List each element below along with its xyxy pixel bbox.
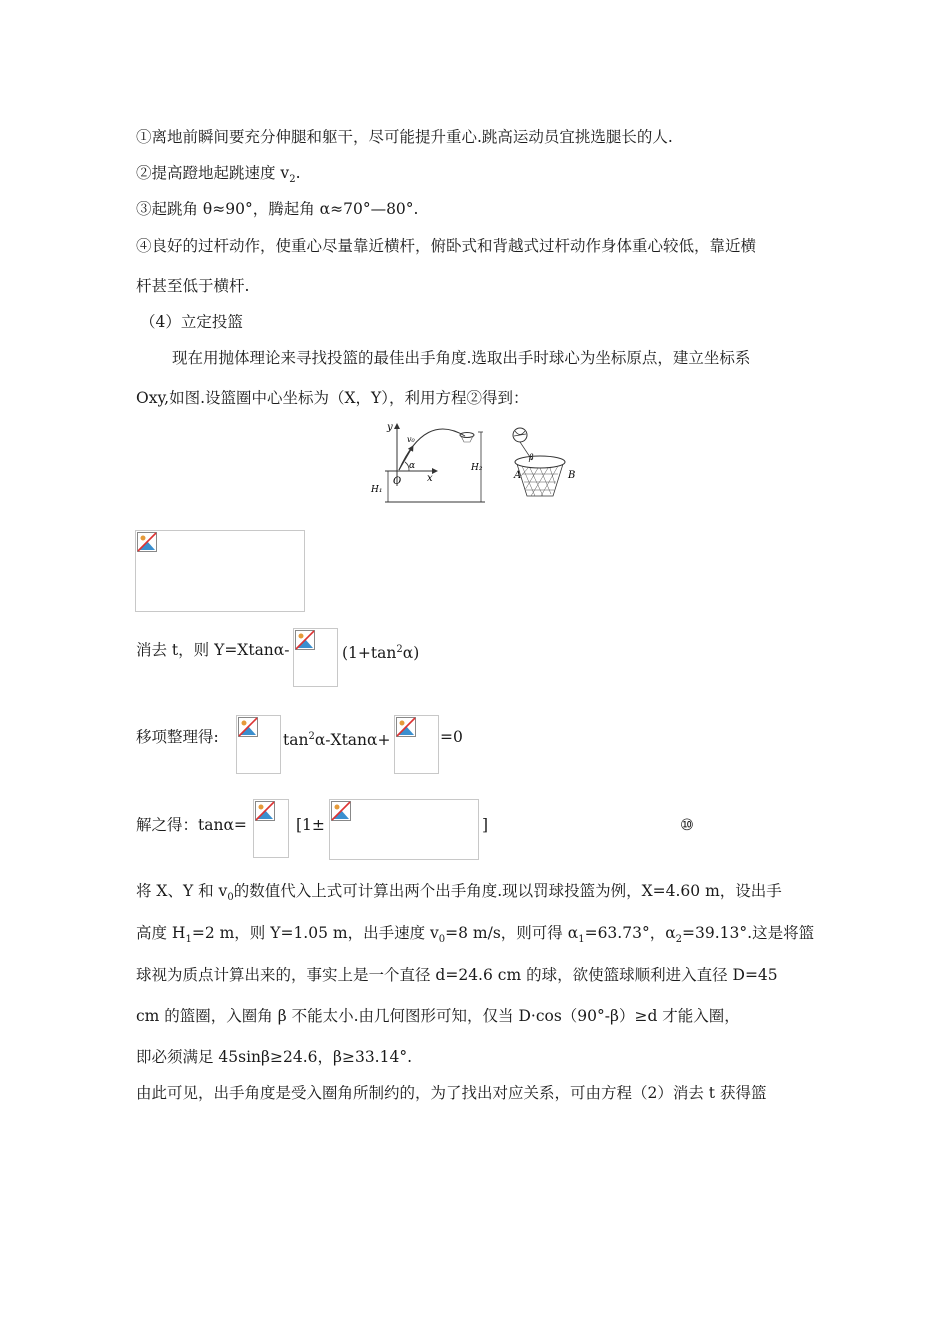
equation-number: ⑩ [680, 816, 694, 834]
point-a-label: A [514, 470, 522, 481]
p6-l1-sub: 0 [227, 892, 234, 904]
paragraph-2-sub: 2 [289, 174, 296, 186]
paragraph-7: 由此可见，出手角度是受入圈角所制约的，为了找出对应关系，可由方程（2）消去 t 获得篮 [136, 1084, 767, 1102]
paragraph-3: ③起跳角 θ≈90°，腾起角 α≈70°—80°. [136, 200, 419, 218]
broken-image-icon [137, 532, 157, 552]
h1-label: H₁ [371, 485, 383, 495]
eq3-fraction-image [253, 799, 289, 858]
eq2-sup: 2 [308, 731, 315, 742]
paragraph-6-line-5: 即必须满足 45sinβ≥24.6，β≥33.14°. [136, 1048, 413, 1066]
broken-image-icon [331, 801, 351, 821]
p6-l2-a: 高度 H [136, 924, 186, 942]
paragraph-2-text: ②提高蹬地起跳速度 v [136, 164, 290, 182]
broken-image-icon [396, 717, 416, 737]
eq1-suffix-b: α) [402, 644, 420, 663]
eq3-radical-image [329, 799, 479, 860]
p6-l1-a: 将 X、Y 和 v [136, 882, 228, 900]
origin-label: O [393, 476, 402, 487]
broken-image-icon [295, 630, 315, 650]
v0-label: v₀ [407, 435, 415, 444]
eq2-middle [283, 727, 390, 750]
p6-l2-b: =2 m，则 Y=1.05 m，出手速度 v [191, 924, 439, 942]
point-b-label: B [568, 470, 576, 481]
x-axis-label: x [427, 473, 433, 484]
y-axis-label: y [387, 422, 393, 433]
paragraph-2 [136, 163, 301, 190]
eq3-prefix: 解之得：tanα= [136, 816, 247, 834]
p6-l1-b: 的数值代入上式可计算出两个出手角度.现以罚球投篮为例，X=4.60 m，设出手 [233, 882, 782, 900]
eq2-middle-a: tan [283, 731, 309, 750]
equation-image-placeholder [135, 530, 305, 612]
eq1-prefix: 消去 t，则 Y=Xtanα- [136, 641, 290, 659]
p6-l2-sub3: 1 [578, 934, 585, 946]
eq2-suffix: =0 [440, 728, 463, 746]
broken-image-icon [255, 801, 275, 821]
paragraph-6-line-2 [136, 923, 814, 950]
eq1-fraction-image [293, 628, 338, 687]
eq2-prefix: 移项整理得: [136, 728, 219, 746]
paragraph-4-line-1: ④良好的过杆动作，使重心尽量靠近横杆，俯卧式和背越式过杆动作身体重心较低，靠近横 [136, 237, 757, 255]
p6-l2-sub1: 1 [185, 934, 192, 946]
p6-l2-c: =8 m/s，则可得 α [445, 924, 579, 942]
paragraph-4-line-2: 杆甚至低于横杆. [136, 277, 250, 295]
paragraph-6-line-4: cm 的篮圈，入圈角 β 不能太小.由几何图形可知，仅当 D·cos（90°-β）≥d 才能入圈， [136, 1007, 740, 1025]
eq2-fraction-image-1 [236, 715, 281, 774]
h2-label: H₂ [471, 463, 483, 473]
p6-l2-sub4: 2 [675, 934, 683, 946]
paragraph-6-line-3: 球视为质点计算出来的，事实上是一个直径 d=24.6 cm 的球，欲使篮球顺利进入直径 D=45 [136, 966, 778, 984]
broken-image-icon [238, 717, 258, 737]
paragraph-6-line-1 [136, 881, 782, 908]
p6-l2-d: =63.73°，α [584, 924, 676, 942]
eq3-bracket-close: ] [482, 816, 489, 834]
section-heading-4: （4）立定投篮 [140, 313, 243, 331]
eq2-fraction-image-2 [394, 715, 439, 774]
eq3-bracket-open: [1± [296, 816, 325, 834]
trajectory-diagram [365, 418, 595, 510]
eq1-suffix-a: (1+tan [342, 644, 397, 663]
eq2-middle-b: α-Xtanα+ [314, 731, 391, 750]
paragraph-1: ①离地前瞬间要充分伸腿和躯干，尽可能提升重心.跳高运动员宜挑选腿长的人. [136, 128, 673, 146]
p6-l2-sub2: 0 [438, 934, 446, 946]
beta-label: β [529, 453, 534, 462]
trajectory-figure [365, 418, 595, 510]
eq1-suffix [342, 640, 419, 663]
paragraph-5-line-1: 现在用抛体理论来寻找投篮的最佳出手角度.选取出手时球心为坐标原点，建立坐标系 [172, 349, 751, 367]
paragraph-2-end: . [295, 164, 301, 182]
eq1-sup: 2 [396, 644, 403, 655]
p6-l2-e: =39.13°.这是将篮 [682, 924, 815, 942]
alpha-label: α [409, 461, 416, 471]
paragraph-5-line-2: Oxy,如图.设篮圈中心坐标为（X，Y），利用方程②得到： [136, 389, 529, 407]
